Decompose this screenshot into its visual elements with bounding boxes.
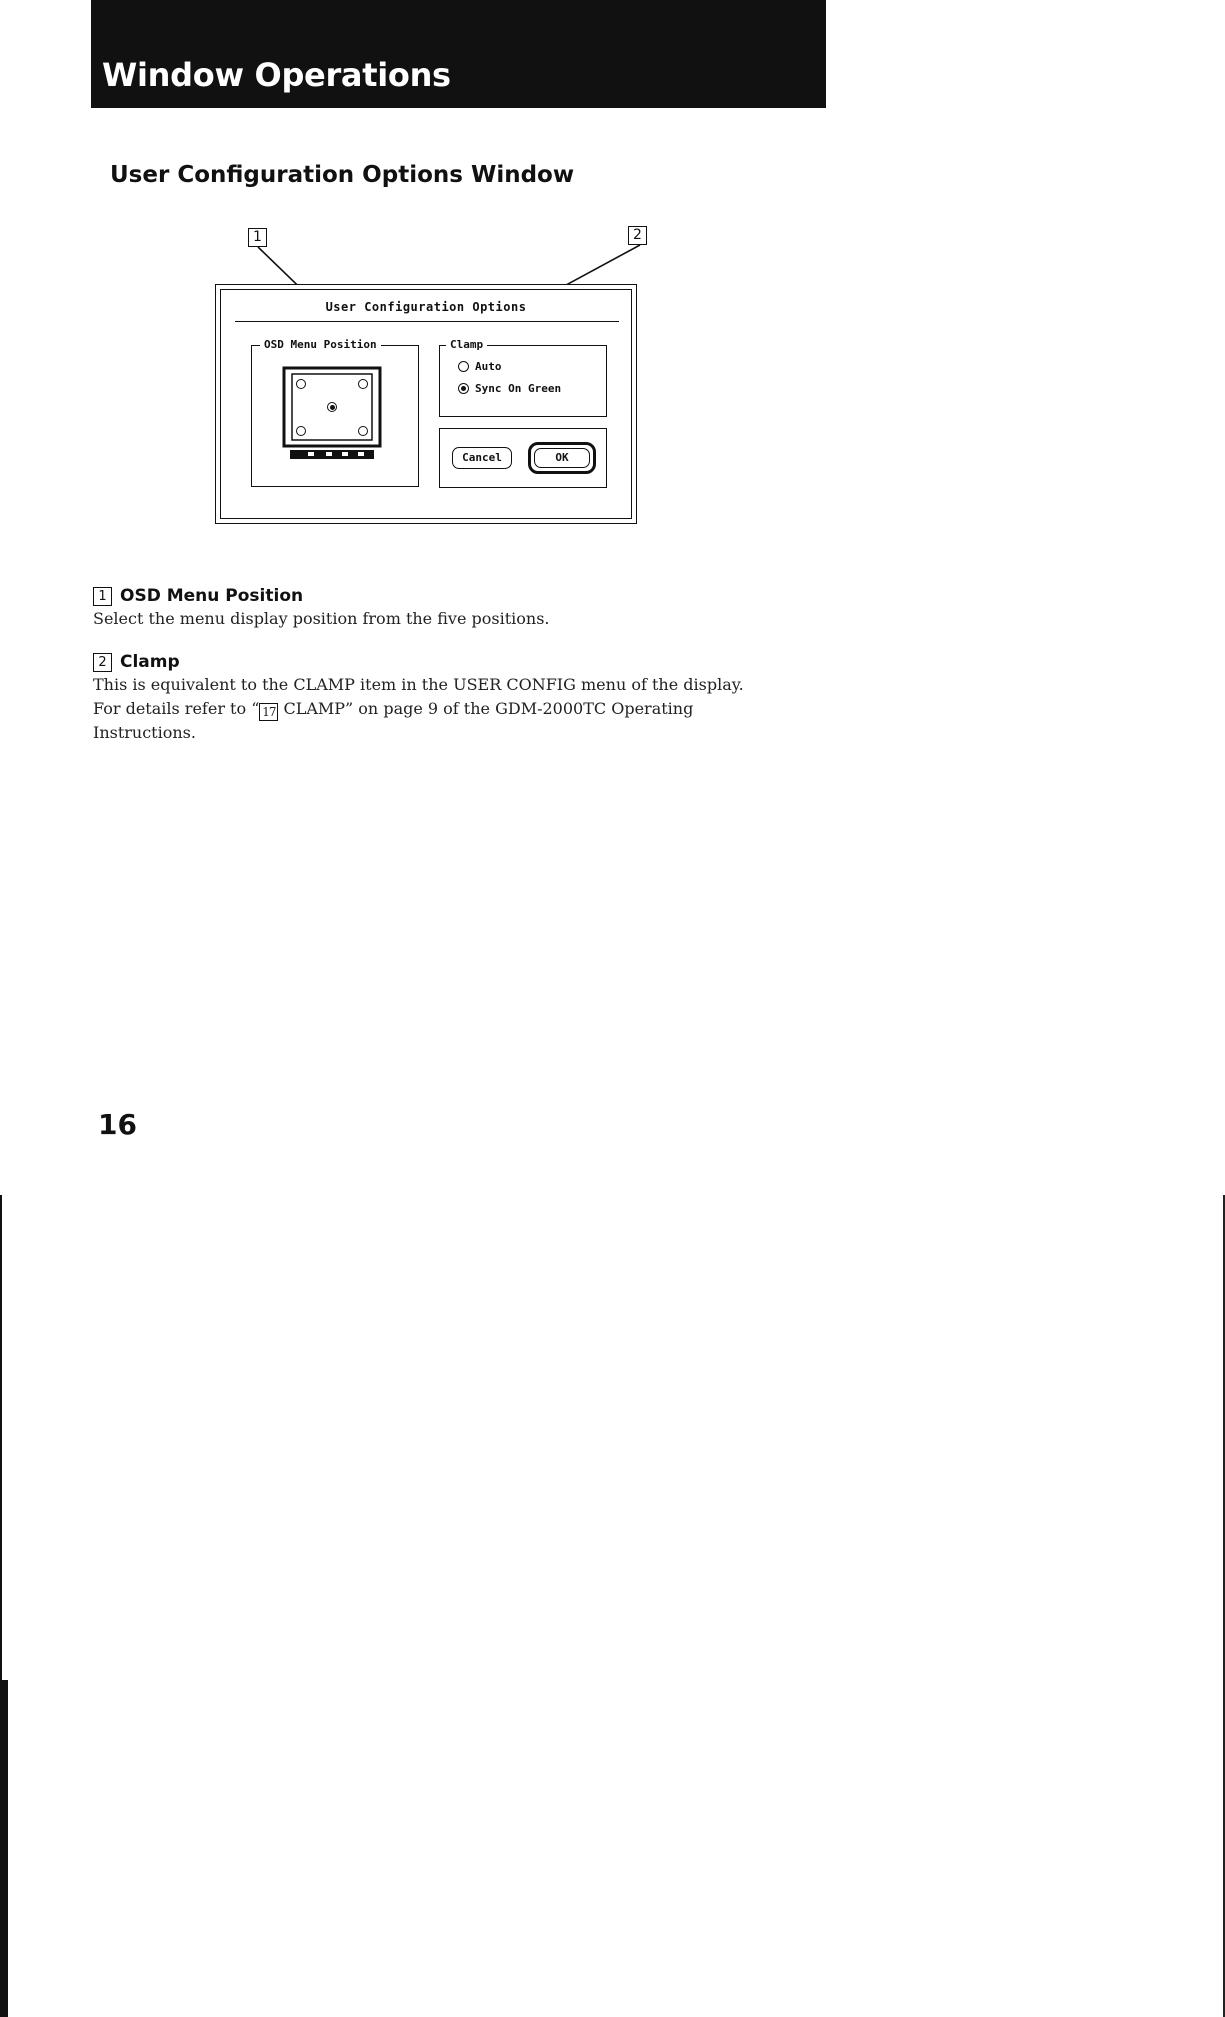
auto-label: Auto bbox=[475, 360, 502, 373]
dialog-figure bbox=[200, 220, 660, 540]
dialog-frame bbox=[220, 289, 632, 519]
osd-menu-position-group bbox=[251, 338, 419, 487]
callout-1: 1 bbox=[248, 228, 267, 247]
item-2-heading bbox=[93, 652, 180, 672]
dialog-title: User Configuration Options bbox=[325, 300, 527, 314]
osd-group-label: OSD Menu Position bbox=[260, 337, 381, 353]
item-2-title: Clamp bbox=[120, 652, 180, 672]
section-title: User Configuration Options Window bbox=[110, 162, 575, 188]
item-2-number: 2 bbox=[93, 653, 112, 672]
item-1-text: Select the menu display position from the five positions. bbox=[93, 609, 550, 628]
item-2-text-after: CLAMP” on page 9 of the GDM-2000TC Operating Instructions. bbox=[93, 699, 694, 742]
user-config-dialog bbox=[215, 284, 637, 524]
position-top-right-radio[interactable] bbox=[358, 379, 368, 389]
auto-radio[interactable] bbox=[458, 361, 469, 372]
scan-edge-left-shadow bbox=[0, 1680, 8, 2017]
ok-button[interactable]: OK bbox=[534, 448, 590, 468]
item-1-heading bbox=[93, 586, 303, 606]
monitor-position-picker bbox=[282, 364, 382, 464]
reference-number-box: 17 bbox=[259, 703, 278, 721]
clamp-group bbox=[439, 338, 607, 417]
title-divider bbox=[235, 321, 619, 322]
clamp-auto-option[interactable] bbox=[458, 360, 502, 373]
sync-on-green-radio[interactable] bbox=[458, 383, 469, 394]
ok-default-ring bbox=[528, 442, 596, 474]
clamp-sync-on-green-option[interactable] bbox=[458, 382, 561, 395]
item-1-title: OSD Menu Position bbox=[120, 586, 304, 606]
position-bottom-right-radio[interactable] bbox=[358, 426, 368, 436]
page-title: Window Operations bbox=[102, 56, 451, 94]
item-2-text bbox=[93, 673, 773, 745]
sync-on-green-label: Sync On Green bbox=[475, 382, 562, 395]
position-top-left-radio[interactable] bbox=[296, 379, 306, 389]
cancel-button[interactable]: Cancel bbox=[452, 447, 512, 469]
clamp-group-label: Clamp bbox=[446, 337, 487, 353]
item-1-number: 1 bbox=[93, 587, 112, 606]
callout-2: 2 bbox=[628, 226, 647, 245]
position-center-radio[interactable] bbox=[327, 402, 337, 412]
page-number: 16 bbox=[98, 1108, 137, 1141]
position-bottom-left-radio[interactable] bbox=[296, 426, 306, 436]
item-2-text-before: This is equivalent to the CLAMP item in the USER CONFIG menu of the display. For details refer to “ bbox=[93, 675, 744, 718]
button-group bbox=[439, 428, 607, 488]
